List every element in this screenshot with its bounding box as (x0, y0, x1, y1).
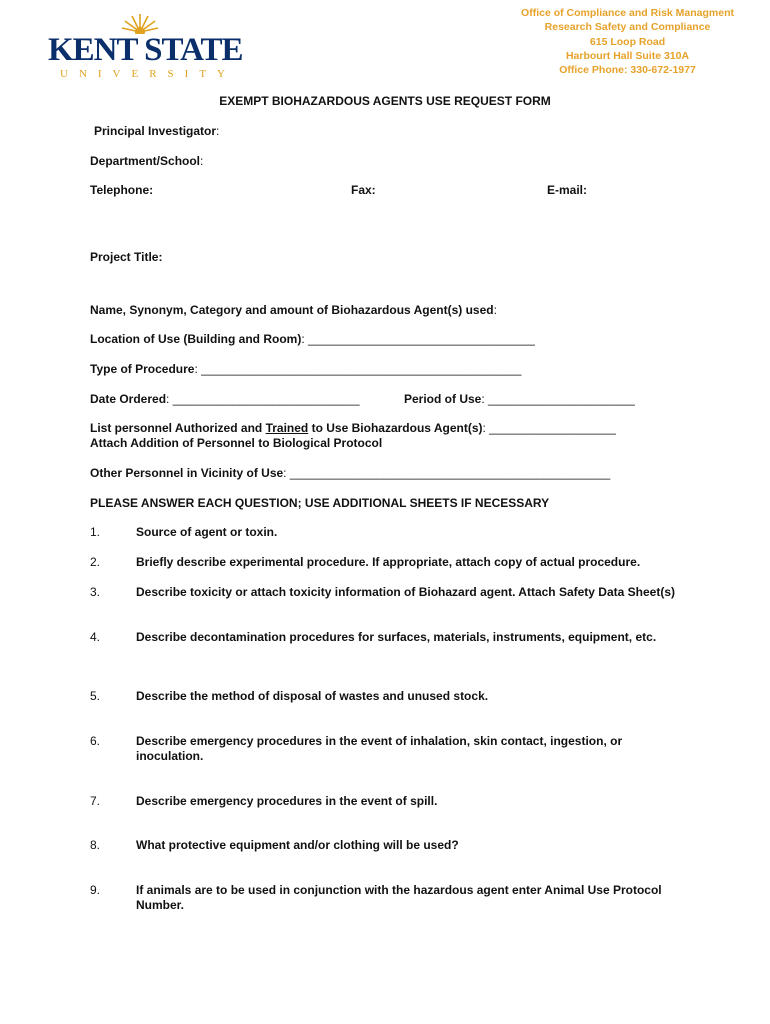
question-text: If animals are to be used in conjunction with the hazardous agent enter Animal Use Protocol Number. (136, 883, 662, 912)
agents-field[interactable]: Name, Synonym, Category and amount of Biohazardous Agent(s) used: (90, 303, 497, 317)
question-number: 8. (90, 838, 101, 852)
question-number: 7. (90, 794, 101, 808)
question-number: 4. (90, 630, 101, 644)
question-number: 2. (90, 555, 101, 569)
office-address (521, 6, 734, 77)
question-text: Describe emergency procedures in the event of spill. (136, 794, 438, 808)
form-title: EXEMPT BIOHAZARDOUS AGENTS USE REQUEST FORM (219, 94, 551, 108)
other-personnel-field[interactable]: Other Personnel in Vicinity of Use: ________________________________________________ (90, 466, 611, 480)
logo-subtitle: UNIVERSITY (60, 68, 236, 80)
question-text: What protective equipment and/or clothing will be used? (136, 838, 459, 852)
procedure-field[interactable]: Type of Procedure: ________________________________________________ (90, 362, 522, 376)
question-text: Describe decontamination procedures for surfaces, materials, instruments, equipment, etc. (136, 630, 657, 644)
question-text: Describe the method of disposal of wastes and unused stock. (136, 689, 489, 703)
logo-wordmark: KENT STATE (48, 32, 243, 68)
personnel-field[interactable]: List personnel Authorized and Trained to Use Biohazardous Agent(s): ___________________ (90, 421, 616, 435)
office-line: Harbourt Hall Suite 310A (565, 49, 690, 62)
question-number: 6. (90, 734, 101, 748)
project-title-field[interactable]: Project Title: (90, 250, 163, 264)
email-field[interactable]: E-mail: (547, 183, 588, 197)
office-line: Office of Compliance and Risk Managment (521, 7, 734, 19)
period-of-use-field[interactable]: Period of Use: ______________________ (404, 392, 635, 406)
sun-icon (120, 12, 160, 34)
question-text: Source of agent or toxin. (136, 525, 278, 539)
question-number: 1. (90, 525, 101, 539)
telephone-field[interactable]: Telephone: (90, 183, 154, 197)
attach-personnel-note: Attach Addition of Personnel to Biological Protocol (90, 436, 383, 450)
fax-field[interactable]: Fax: (351, 183, 376, 197)
location-field[interactable]: Location of Use (Building and Room): __________________________________ (90, 332, 535, 346)
question-text: Describe toxicity or attach toxicity information of Biohazard agent. Attach Safety Data Sheet(s) (136, 585, 675, 599)
question-number: 9. (90, 883, 101, 897)
office-line: Research Safety and Compliance (544, 21, 711, 34)
instructions: PLEASE ANSWER EACH QUESTION; USE ADDITIONAL SHEETS IF NECESSARY (90, 496, 550, 510)
question-number: 3. (90, 585, 101, 599)
question-text: Describe emergency procedures in the event of inhalation, skin contact, ingestion, or inoculation. (136, 734, 623, 763)
date-ordered-field[interactable]: Date Ordered: ____________________________ (90, 392, 360, 406)
question-number: 5. (90, 689, 101, 703)
department-field[interactable]: Department/School: (90, 154, 204, 168)
kent-state-logo (48, 12, 243, 80)
office-line: Office Phone: 330-672-1977 (559, 64, 696, 77)
question-text: Briefly describe experimental procedure. If appropriate, attach copy of actual procedure. (136, 555, 641, 569)
office-line: 615 Loop Road (589, 35, 666, 48)
pi-field[interactable]: Principal Investigator: (94, 124, 220, 138)
